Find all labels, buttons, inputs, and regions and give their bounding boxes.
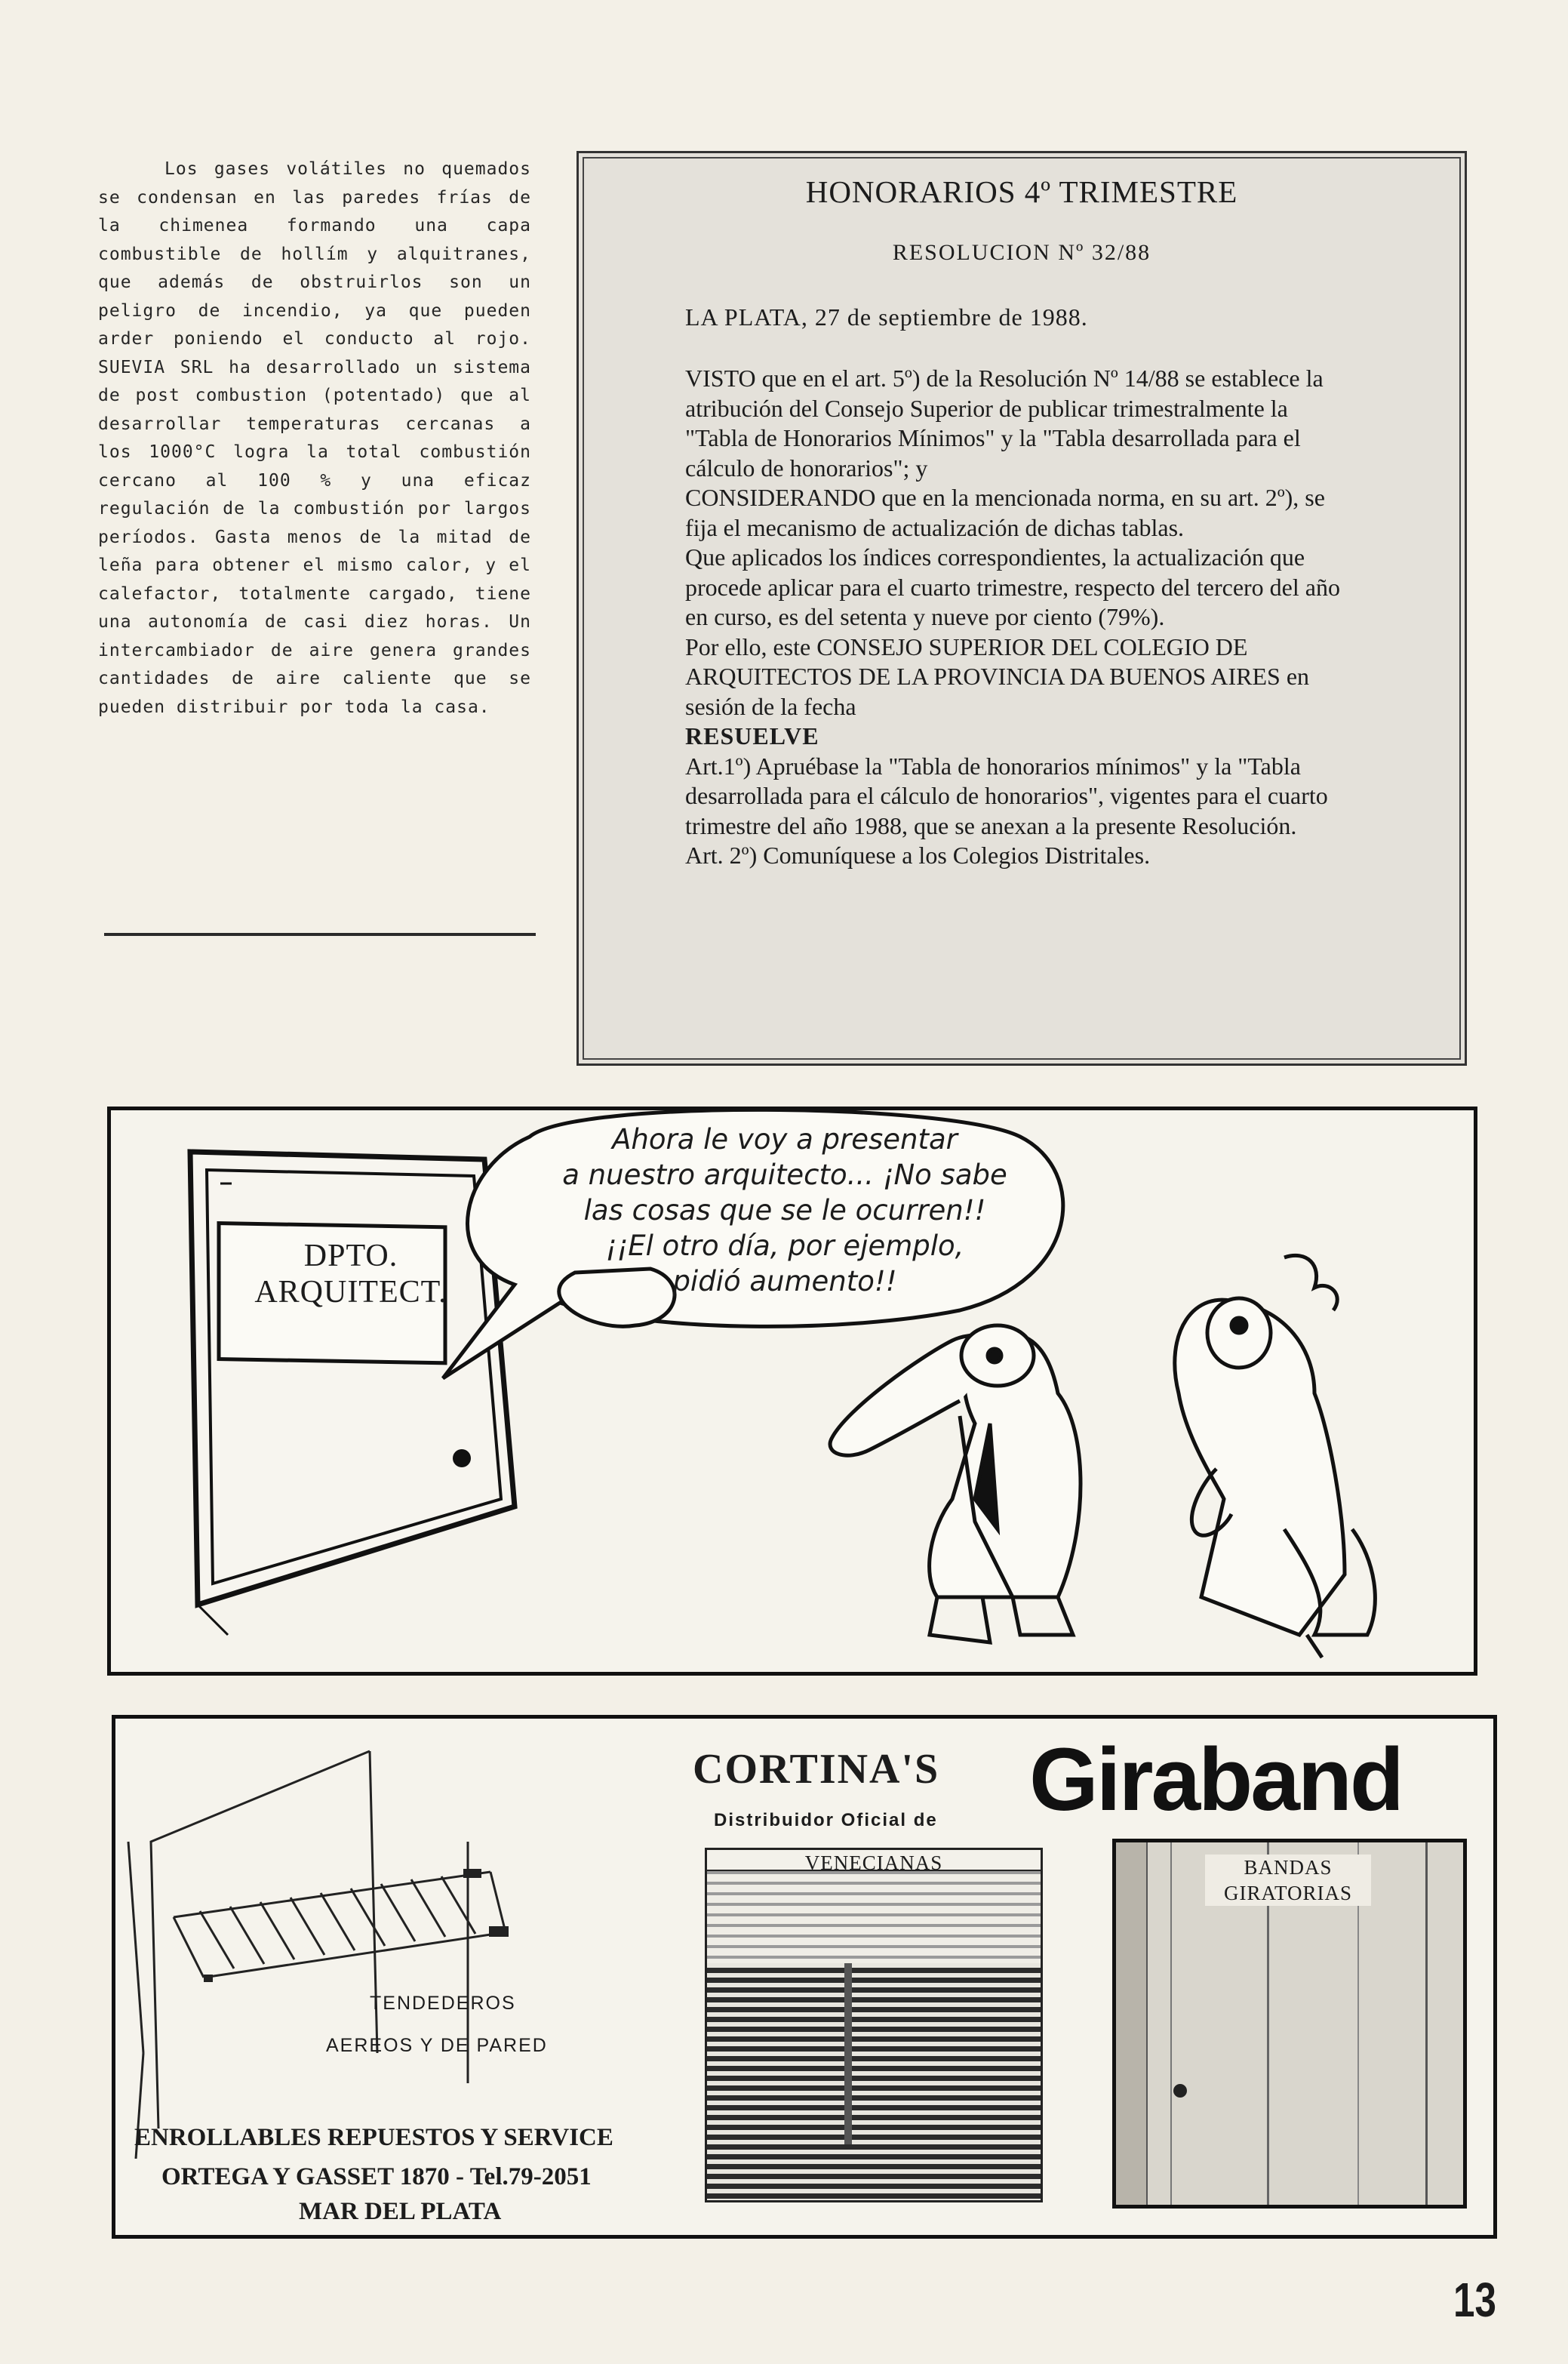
worried-character-illustration (1175, 1255, 1376, 1658)
venetian-blinds-image (705, 1848, 1043, 2202)
giraband-logo-text: Giraband (1029, 1730, 1402, 1830)
page-number: 13 (1453, 2273, 1496, 2327)
blinds-cord (844, 1963, 852, 2144)
resolution-visto: VISTO que en el art. 5º) de la Resolución Nº 14/88 se establece la atribución del Consejo Superior de publicar trimestralmente la "Tabla de Honorarios Mínimos" y la "Tabla desarrollada para el cálculo de honorarios"; y (685, 365, 1324, 482)
door-sign-line-2: ARQUITECT. (254, 1275, 447, 1310)
speech-line-4: ¡¡El otro día, por ejemplo, (605, 1230, 964, 1262)
services-line: ENROLLABLES REPUESTOS Y SERVICE (134, 2124, 613, 2151)
brand-name: CORTINA'S (693, 1746, 940, 1793)
article-text: Los gases volátiles no quemados se condensan en las paredes frías de la chimenea formando una capa combustible de hollím y alquitranes, que además de obstruirlos son un peligro de incendio, ya que pueden arder poniendo el conducto al rojo. SUEVIA SRL ha desarrollado un sistema de post combustion (potentado) que al desarrollar temperaturas cercanas a los 1000°C logra la total combustión cercano al 100 % y una eficaz regulación de la combustión por largos períodos. Gasta menos de la mitad de leña para obtener el mismo calor, y el calefactor, totalmente cargado, tiene una autonomía de casi diez horas. Un intercambiador de aire genera grandes cantidades de aire caliente que se pueden distribuir por toda la casa. (98, 159, 531, 717)
door-sign-line-1: DPTO. (303, 1239, 398, 1273)
resolution-article-1: Art.1º) Apruébase la "Tabla de honorarios mínimos" y la "Tabla desarrollada para el cálculo de honorarios", vigentes para el cuarto trimestre del año 1988, que se anexan a la presente Resolución. (685, 752, 1328, 839)
venetian-label: VENECIANAS (804, 1851, 943, 1874)
resolution-por-ello: Por ello, este CONSEJO SUPERIOR DEL COLEGIO DE ARQUITECTOS DE LA PROVINCIA DA BUENOS AIRES en sesión de la fecha (685, 633, 1310, 720)
resolution-article-2: Art. 2º) Comuníquese a los Colegios Distritales. (685, 842, 1151, 869)
bandas-label-line-2: GIRATORIAS (1223, 1882, 1353, 1904)
speech-line-2: a nuestro arquitecto... ¡No sabe (562, 1159, 1007, 1191)
blinds-knob-icon (1173, 2084, 1187, 2098)
distributor-label: Distribuidor Oficial de (714, 1810, 938, 1830)
door-knob-icon (453, 1449, 471, 1467)
resolution-considerando: CONSIDERANDO que en la mencionada norma, en su art. 2º), se fija el mecanismo de actualización de dichas tablas. (685, 484, 1325, 541)
clothesline-title: TENDEDEROS (370, 1993, 516, 2014)
venetian-label-box (707, 1850, 1041, 1874)
column-divider (104, 933, 536, 936)
clothesline-bracket-icon (204, 1975, 213, 1982)
clothesline-bracket-icon (489, 1926, 509, 1937)
resolution-resuelve: RESUELVE (685, 722, 819, 750)
clothesline-illustration (113, 1736, 536, 2159)
bandas-label-line-1: BANDAS (1244, 1856, 1333, 1879)
resolution-date: LA PLATA, 27 de septiembre de 1988. (685, 303, 1088, 331)
speech-line-1: Ahora le voy a presentar (612, 1123, 958, 1156)
giraband-logo (1029, 1728, 1402, 1831)
vertical-blinds-image (1112, 1839, 1467, 2209)
resolution-aplicados: Que aplicados los índices correspondientes, la actualización que procede aplicar para el cuarto trimestre, respecto del tercero del año en curso, es del setenta y nueve por ciento (79%). (685, 543, 1340, 630)
resolution-number: RESOLUCION Nº 32/88 (892, 240, 1151, 265)
speech-line-5: pidió aumento!! (672, 1265, 897, 1297)
resolution-body (685, 364, 1357, 871)
clothesline-subtitle: AEREOS Y DE PARED (326, 2035, 548, 2056)
bandas-label-box (1205, 1855, 1371, 1906)
speech-line-3: las cosas que se le ocurren!! (583, 1194, 986, 1227)
clothesline-bracket-icon (463, 1869, 481, 1878)
address-line: ORTEGA Y GASSET 1870 - Tel.79-2051 (161, 2163, 592, 2190)
speech-text (483, 1122, 1087, 1299)
resolution-title: HONORARIOS 4º TRIMESTRE (805, 174, 1238, 209)
city-line: MAR DEL PLATA (299, 2198, 502, 2225)
door-sign (226, 1238, 475, 1310)
